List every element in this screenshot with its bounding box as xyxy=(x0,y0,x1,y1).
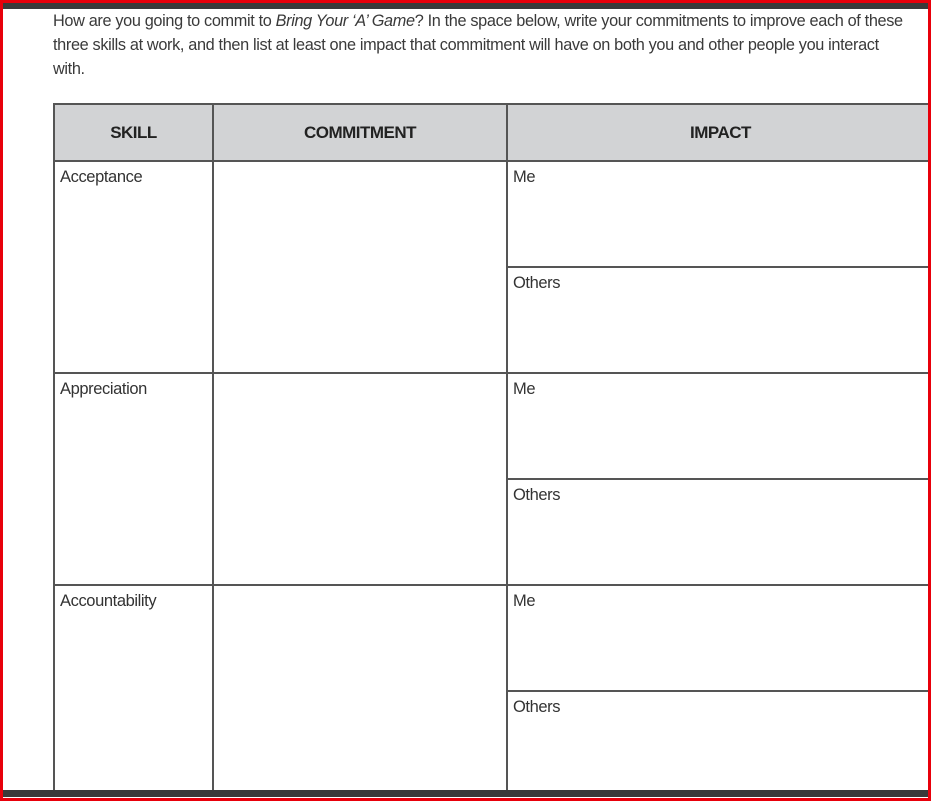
impact-me-label: Me xyxy=(513,380,536,398)
commitment-table xyxy=(53,103,931,790)
impact-me-field-acceptance[interactable] xyxy=(508,162,931,268)
intro-line1-rest: ? In the space below, write your commitments to improve each of these xyxy=(414,12,903,30)
header-skill: SKILL xyxy=(55,105,214,162)
impact-me-field-accountability[interactable] xyxy=(508,586,931,692)
skill-cell-acceptance xyxy=(55,162,214,374)
instructions-text xyxy=(53,9,928,81)
impact-me-field-appreciation[interactable] xyxy=(508,374,931,480)
skill-label: Accountability xyxy=(60,592,157,610)
impact-others-label: Others xyxy=(513,486,561,504)
skill-label: Appreciation xyxy=(60,380,147,398)
intro-title-emphasis: Bring Your ‘A’ Game xyxy=(275,12,415,30)
header-commitment: COMMITMENT xyxy=(214,105,508,162)
intro-before: How are you going to commit to xyxy=(53,12,276,30)
bottom-rule xyxy=(3,790,928,797)
skill-label: Acceptance xyxy=(60,168,143,186)
intro-line2: three skills at work, and then list at least one impact that commitment will have on both you and other people you interact xyxy=(53,36,879,54)
header-impact: IMPACT xyxy=(508,105,931,162)
intro-line3: with. xyxy=(53,60,85,78)
impact-others-field-acceptance[interactable] xyxy=(508,268,931,374)
skill-cell-appreciation xyxy=(55,374,214,586)
impact-others-field-appreciation[interactable] xyxy=(508,480,931,586)
commitment-field-acceptance[interactable] xyxy=(214,162,508,374)
impact-others-label: Others xyxy=(513,274,561,292)
impact-others-label: Others xyxy=(513,698,561,716)
impact-me-label: Me xyxy=(513,592,536,610)
commitment-field-accountability[interactable] xyxy=(214,586,508,792)
impact-me-label: Me xyxy=(513,168,536,186)
impact-others-field-accountability[interactable] xyxy=(508,692,931,792)
commitment-field-appreciation[interactable] xyxy=(214,374,508,586)
skill-cell-accountability xyxy=(55,586,214,792)
